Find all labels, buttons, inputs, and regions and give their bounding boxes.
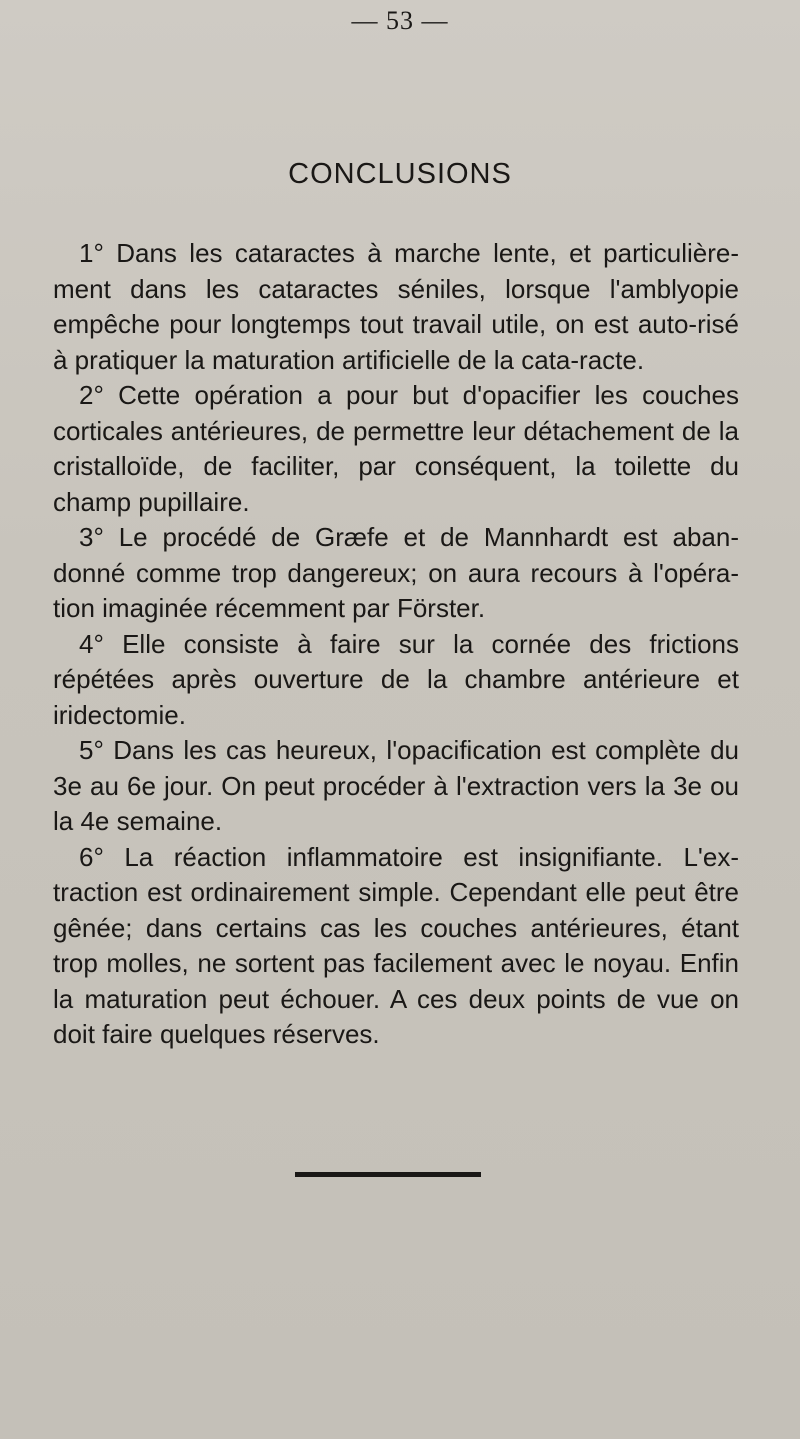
conclusion-paragraph-5: 5° Dans les cas heureux, l'opacification est complète du 3e au 6e jour. On peut procéder à l'extraction vers la 3e ou la 4e semaine. bbox=[53, 735, 739, 836]
conclusion-paragraph-1: 1° Dans les cataractes à marche lente, et particulière-ment dans les cataractes séniles, lorsque l'amblyopie empêche pour longtemps tout travail utile, on est auto-risé à pratiquer la maturation artificielle de la cata-racte. bbox=[53, 238, 739, 375]
conclusion-paragraph-4: 4° Elle consiste à faire sur la cornée des frictions répétées après ouverture de la chambre antérieure et iridectomie. bbox=[53, 628, 739, 730]
conclusions-body bbox=[53, 236, 739, 1053]
conclusion-paragraph-3: 3° Le procédé de Græfe et de Mannhardt est aban-donné comme trop dangereux; on aura recours à l'opéra-tion imaginée récemment par Förster. bbox=[53, 522, 739, 623]
conclusion-paragraph-2: 2° Cette opération a pour but d'opacifier les couches corticales antérieures, de permettre leur détachement de la cristalloïde, de faciliter, par conséquent, la toilette du champ pupillaire. bbox=[53, 380, 739, 517]
page-number: — 53 — bbox=[351, 6, 449, 35]
section-heading: CONCLUSIONS bbox=[288, 158, 512, 190]
conclusion-paragraph-6: 6° La réaction inflammatoire est insignifiante. L'ex-traction est ordinairement simple. Cependant elle peut être gênée; dans certains cas les couches antérieures, étant trop molles, ne sortent pas facilement avec le noyau. Enfin la maturation peut échouer. A ces deux points de vue on doit faire quelques réserves. bbox=[53, 841, 739, 1049]
closing-rule bbox=[295, 1172, 481, 1177]
